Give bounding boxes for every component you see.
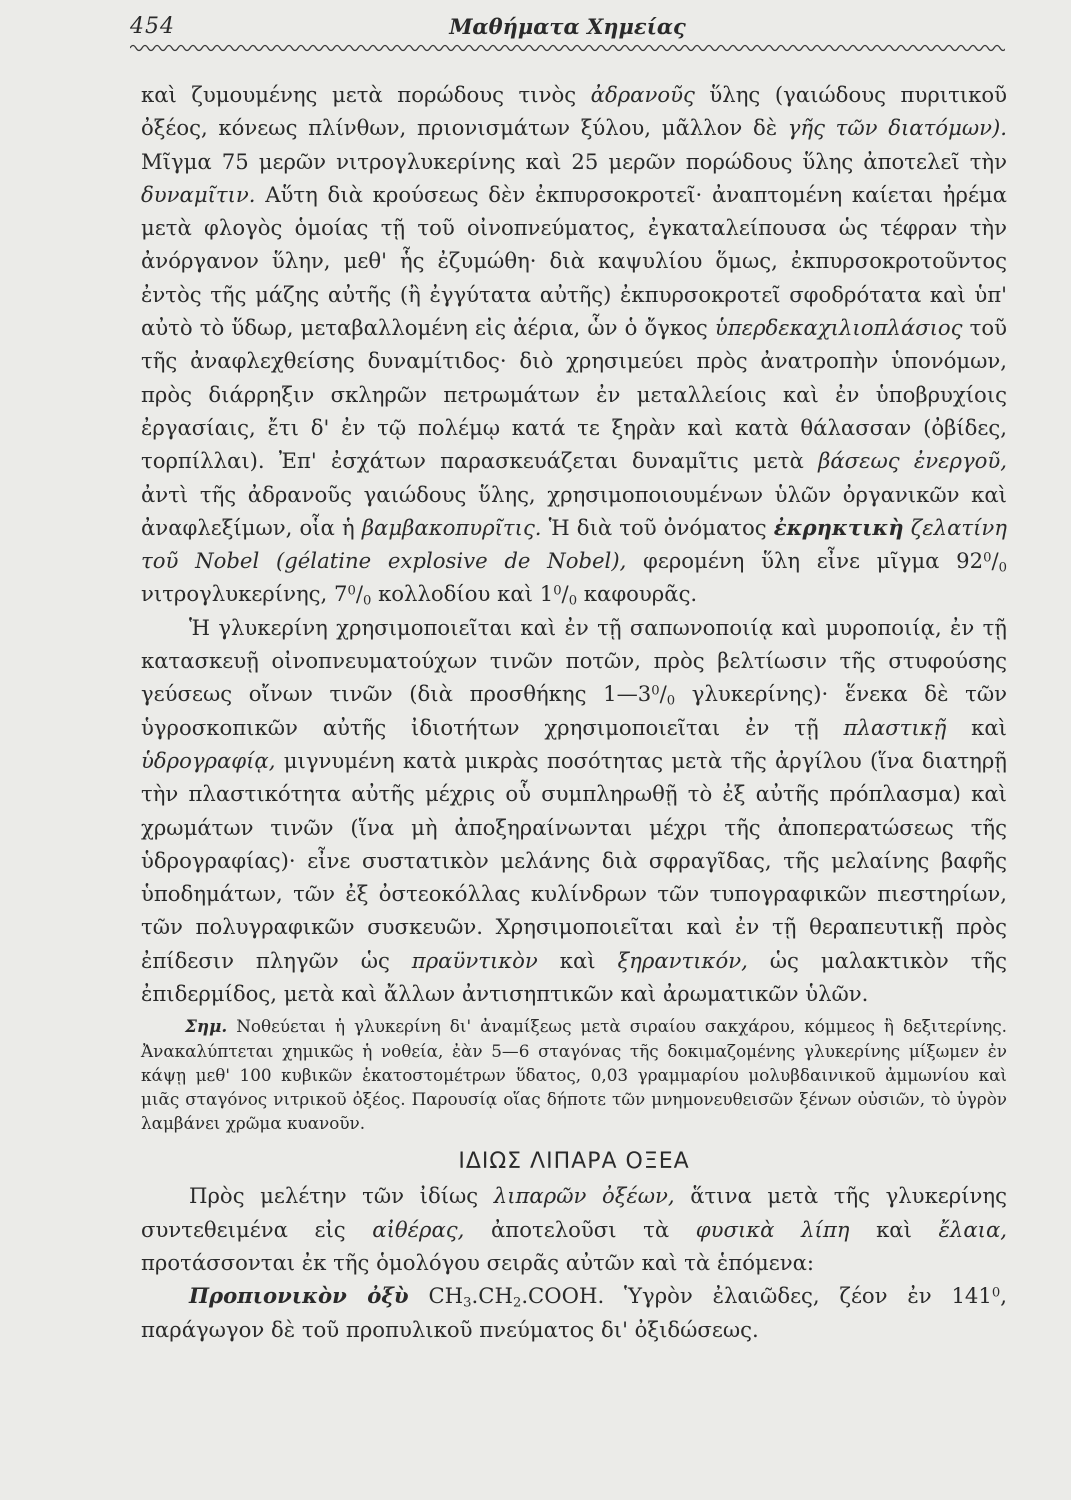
- section-heading: ΙΔΙΩΣ ΛΙΠΑΡΑ ΟΞΕΑ: [458, 1149, 690, 1175]
- footnote-label: Σημ.: [185, 1016, 228, 1037]
- footnote-text: Νοθεύεται ἡ γλυκερίνη δι' ἀναμίξεως μετὰ σιραίου σακχάρου, κόμμεος ἢ δεξιτερίνης. Ἀνακαλύπτεται χημικῶς ἡ νοθεία, ἐὰν 5—6 σταγόνας τῆς δοκιμαζομένης γλυκερίνης μίξωμεν ἐν κάψῃ μεθ' 100 κυβικῶν ἑκατοστομέτρων ὕδατος, 0,03 γραμμαρίου μολυβδαινικοῦ ἀμμωνίου καὶ μιᾶς σταγόνος νιτρικοῦ ὀξέος. Παρουσίᾳ οἵας δήποτε τῶν μνημονευθεισῶν ξένων οὐσιῶν, τὸ ὑγρὸν λαμβάνει χρῶμα κυανοῦν.: [141, 1016, 1007, 1134]
- paragraph-dynamite: καὶ ζυμουμένης μετὰ πορώδους τινὸς ἀδρανοῦς ὕλης (γαιώδους πυριτικοῦ ὀξέος, κόνεως πλίνθων, πριονισμάτων ξύλου, μᾶλλον δὲ γῆς τῶν διατόμων). Μῖγμα 75 μερῶν νιτρογλυκερίνης καὶ 25 μερῶν πορώδους ὕλης ἀποτελεῖ τὴν δυναμῖτιν. Αὕτη διὰ κρούσεως δὲν ἐκπυρσοκροτεῖ· ἀναπτομένη καίεται ἠρέμα μετὰ φλογὸς ὁμοίας τῇ τοῦ οἰνοπνεύματος, ἐγκαταλείπουσα ὡς τέφραν τὴν ἀνόργανον ὕλην, μεθ' ἧς ἐζυμώθη· διὰ καψυλίου ὅμως, ἐκπυρσοκροτοῦντος ἐντὸς τῆς μάζης αὐτῆς (ἢ ἐγγύτατα αὐτῆς) ἐκπυρσοκροτεῖ σφοδρότατα καὶ ὑπ' αὐτὸ τὸ ὕδωρ, μεταβαλλομένη εἰς ἀέρια, ὧν ὁ ὄγκος ὑπερδεκαχιλιοπλάσιος τοῦ τῆς ἀναφλεχθείσης δυναμίτιδος· διὸ χρησιμεύει πρὸς ἀνατροπὴν ὑπονόμων, πρὸς διάρρηξιν σκληρῶν πετρωμάτων ἐν μεταλλείοις καὶ ἐν ὑποβρυχίοις ἐργασίαις, ἔτι δ' ἐν τῷ πολέμῳ κατά τε ξηρὰν καὶ κατὰ θάλασσαν (ὀβίδες, τορπίλλαι). Ἐπ' ἐσχάτων παρασκευάζεται δυναμῖτις μετὰ βάσεως ἐνεργοῦ, ἀντὶ τῆς ἀδρανοῦς γαιώδους ὕλης, χρησιμοποιουμένων ὑλῶν ὀργανικῶν καὶ ἀναφλεξίμων, οἷα ἡ βαμβακοπυρῖτις. Ἡ διὰ τοῦ ὀνόματος ἐκρηκτικὴ ζελατίνη τοῦ Nobel (gélatine explosive de Nobel), φερομένη ὕλη εἶνε μῖγμα $92^0/_0$ νιτρογλυκερίνης, $7^0/_0$ κολλοδίου καὶ $1^0/_0$ καφουρᾶς.: [141, 82, 1008, 609]
- paragraph-fatty-acids-intro: Πρὸς μελέτην τῶν ἰδίως λιπαρῶν ὀξέων, ἅτινα μετὰ τῆς γλυκερίνης συντεθειμένα εἰς αἰθέρας, ἀποτελοῦσι τὰ φυσικὰ λίπη καὶ ἔλαια, προτάσσονται ἐκ τῆς ὁμολόγου σειρᾶς αὐτῶν καὶ τὰ ἑπόμενα:: [141, 1183, 1008, 1275]
- footnote: [141, 1014, 1007, 1135]
- paragraph-glycerin-uses: Ἡ γλυκερίνη χρησιμοποιεῖται καὶ ἐν τῇ σαπωνοποιίᾳ καὶ μυροποιίᾳ, ἐν τῇ κατασκευῇ οἰνοπνευματούχων τινῶν ποτῶν, πρὸς βελτίωσιν τῆς στυφούσης γεύσεως οἴνων τινῶν (διὰ προσθήκης $1—3^0/_0$ γλυκερίνης)· ἕνεκα δὲ τῶν ὑγροσκοπικῶν αὐτῆς ἰδιοτήτων χρησιμοποιεῖται ἐν τῇ πλαστικῇ καὶ ὑδρογραφίᾳ, μιγνυμένη κατὰ μικρὰς ποσότητας μετὰ τῆς ἀργίλου (ἵνα διατηρῇ τὴν πλαστικότητα αὐτῆς μέχρις οὗ συμπληρωθῇ τὸ ἐξ αὐτῆς πρόπλασμα) καὶ χρωμάτων τινῶν (ἵνα μὴ ἀποξηραίνωνται μέχρι τῆς ἀποπερατώσεως τῆς ὑδρογραφίας)· εἶνε συστατικὸν μελάνης διὰ σφραγῖδας, τῆς μελαίνης βαφῆς ὑποδημάτων, τῶν ἐξ ὀστεοκόλλας κυλίνδρων τῶν τυπογραφικῶν πιεστηρίων, τῶν πολυγραφικῶν συσκευῶν. Χρησιμοποιεῖται καὶ ἐν τῇ θεραπευτικῇ πρὸς ἐπίδεσιν πληγῶν ὡς πραϋντικὸν καὶ ξηραντικόν, ὡς μαλακτικὸν τῆς ἐπιδερμίδος, μετὰ καὶ ἄλλων ἀντισηπτικῶν καὶ ἀρωματικῶν ὑλῶν.: [141, 614, 1008, 1007]
- running-title: Μαθήματα Χημείας: [449, 14, 686, 39]
- wavy-header-rule: [130, 42, 1005, 54]
- page-number: 454: [130, 14, 175, 39]
- paragraph-propionic-acid: Προπιονικὸν ὀξὺ $CH_3.CH_2.COOH$. Ὑγρὸν ἐλαιῶδες, ζέον ἐν $141^0$, παράγωγον δὲ τοῦ προπυλικοῦ πνεύματος δι' ὀξιδώσεως.: [141, 1283, 1007, 1342]
- page-body: [141, 78, 1007, 1346]
- compound-name: Προπιονικὸν ὀξὺ: [189, 1283, 409, 1309]
